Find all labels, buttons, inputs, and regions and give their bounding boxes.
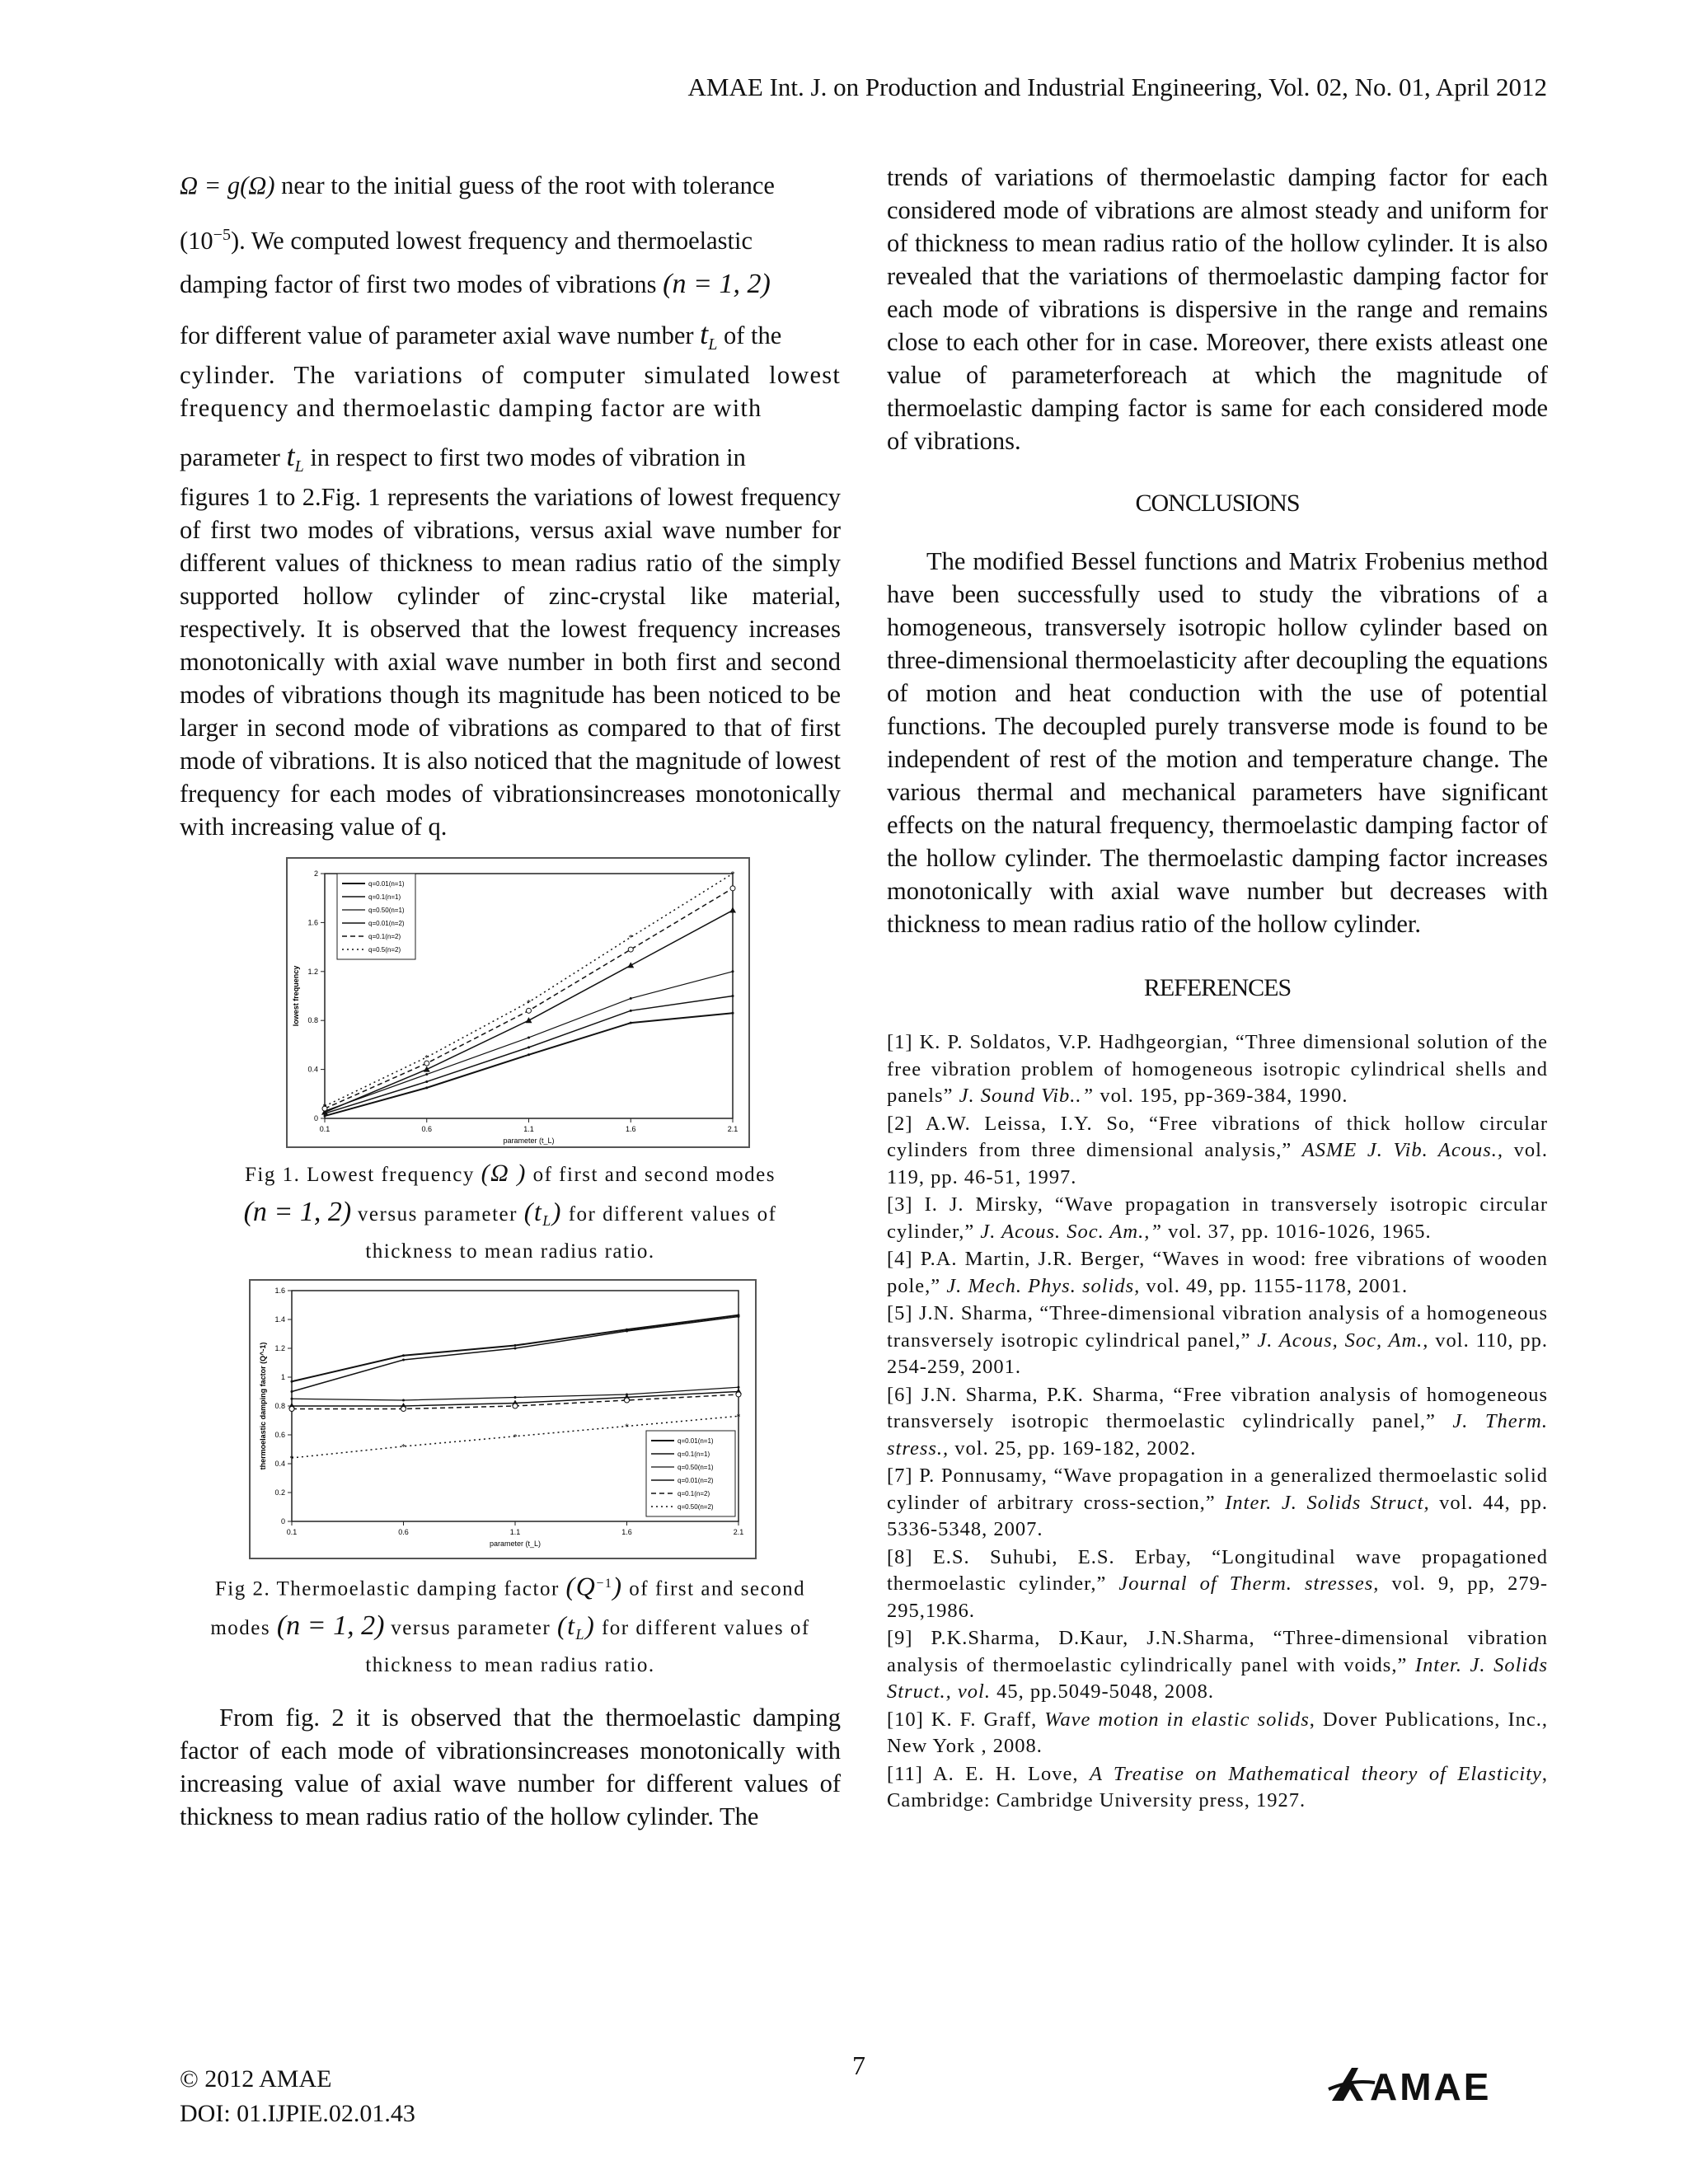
reference-text: [9] P.K.Sharma, D.Kaur, J.N.Sharma, “Three-dimensional vibration analysis of thermoelastic cylindrically panel with voids,” (887, 1627, 1548, 1676)
paragraph: trends of variations of thermoelastic damping factor for each considered mode of vibrations are almost steady and uniform for of thickness to mean radius ratio of the hollow cylinder. It is also revealed that the variations of thermoelastic damping factor for each mode of vibrations is dispersive in the range and remains close to each other for in case. Moreover, there exists atleast one value of parameterforeach at which the magnitude of thermoelastic damping factor is same for each considered mode of vibrations. (887, 163, 1548, 455)
reference-text: [4] P.A. Martin, J.R. Berger, “Waves in wood: free vibrations of wooden pole,” (887, 1248, 1548, 1297)
y-tick-label: 2 (313, 869, 318, 878)
legend-label: q=0.5(n=2) (368, 946, 401, 954)
data-point: * (401, 1443, 406, 1452)
data-point: * (322, 1103, 327, 1113)
reference-text: vol. 25, pp. 169-182, 2002. (949, 1436, 1197, 1460)
modes-expression: (n = 1, 2) (276, 1610, 385, 1642)
reference-text: [10] K. F. Graff, (887, 1708, 1045, 1731)
data-point (291, 1380, 293, 1383)
data-point (732, 1012, 734, 1015)
data-point (732, 970, 734, 972)
data-point (291, 1398, 293, 1400)
text-fragment: damping factor of first two modes of vibrations (180, 270, 657, 298)
caption-text: thickness to mean radius ratio. (365, 1654, 655, 1677)
caption-text: versus parameter (391, 1617, 551, 1640)
reference-text: vol. 49, pp. 1155-1178, 2001. (1140, 1274, 1409, 1297)
y-axis-label: lowest frequency (292, 965, 300, 1027)
page-number: 7 (852, 2050, 865, 2080)
conclusions-paragraph: The modified Bessel functions and Matrix Frobenius method have been successfully used to study the vibrations of a homogeneous, transversely isotropic hollow cylinder based on three-dimensional thermoelasticity after decoupling the equations of motion and heat conduction with the use of potential functions. The decoupled purely transverse mode is found to be independent of rest of the motion and temperature change. The various thermal and mechanical parameters have significant effects on the natural frequency, thermoelastic damping factor of the hollow cylinder. The thermoelastic damping factor increases monotonically with axial wave number but decreases with thickness to mean radius ratio of the hollow cylinder. (887, 547, 1548, 938)
y-tick-label: 1.4 (274, 1315, 285, 1324)
reference-text: [11] A. E. H. Love, (887, 1762, 1090, 1785)
reference-journal: J. Acous, Soc, Am., (1257, 1329, 1429, 1352)
x-tick-label: 2.1 (727, 1125, 738, 1133)
reference-item (887, 1707, 1548, 1760)
y-tick-label: 0 (280, 1517, 285, 1526)
caption-text: of first and second (629, 1577, 806, 1601)
legend-label: q=0.01(n=2) (368, 920, 405, 927)
modes-expression: (n = 1, 2) (243, 1197, 352, 1227)
data-point (401, 1407, 406, 1412)
legend-label: q=0.01(n=1) (678, 1437, 714, 1445)
q-symbol: (Q (565, 1571, 597, 1601)
x-tick-label: 1.1 (523, 1125, 534, 1133)
data-point (424, 1066, 430, 1072)
legend-label: q=0.50(n=1) (678, 1464, 714, 1471)
y-tick-label: 0.4 (274, 1460, 285, 1468)
reference-item (887, 1544, 1548, 1625)
legend-label: q=0.01(n=1) (368, 880, 405, 888)
data-point (513, 1404, 518, 1408)
reference-journal: Journal of Therm. stresses, (1118, 1572, 1380, 1595)
t-symbol: t (286, 439, 295, 472)
paragraph: cylinder. The variations of computer simulated lowest frequency and thermoelastic damping factor are with (180, 361, 841, 422)
data-point (402, 1354, 405, 1357)
reference-text: vol. 44, pp. 5336-5348, 2007. (887, 1491, 1548, 1540)
reference-text: 45, pp.5049-5048, 2008. (990, 1680, 1215, 1703)
legend-label: q=0.1(n=1) (678, 1451, 710, 1458)
reference-text: [3] I. J. Mirsky, “Wave propagation in transversely isotropic circular cylinder,” (887, 1193, 1548, 1243)
caption-text: for different values of (568, 1203, 777, 1226)
reference-item (887, 1463, 1548, 1544)
y-tick-label: 1.2 (274, 1344, 285, 1352)
data-point: * (628, 934, 633, 944)
data-point (729, 907, 736, 913)
caption-text: modes (210, 1617, 271, 1640)
series-line (322, 972, 733, 1113)
data-point: * (730, 870, 735, 879)
reference-text: [7] P. Ponnusamy, “Wave propagation in a generalized thermoelastic solid cylinder of arbitrary cross-section,” (887, 1465, 1548, 1514)
data-point (526, 1017, 532, 1023)
caption-text: Fig 1. Lowest frequency (245, 1164, 475, 1186)
reference-item (887, 1029, 1548, 1110)
y-axis-label: thermoelastic damping factor (Q^-1) (259, 1342, 267, 1470)
data-point (626, 1330, 628, 1333)
data-point: * (625, 1422, 629, 1432)
reference-journal: J. Therm. stress., (887, 1410, 1548, 1460)
modes-line (180, 260, 841, 309)
legend-label: q=0.1(n=2) (368, 933, 401, 940)
data-point (514, 1347, 517, 1350)
reference-text: [2] A.W. Leissa, I.Y. So, “Free vibrations of thick hollow circular cylinders from three dimensional analysis,” (887, 1112, 1548, 1161)
data-point (527, 1008, 532, 1013)
data-point (630, 1010, 632, 1012)
data-point (289, 1407, 294, 1412)
t-symbol: t (700, 317, 709, 350)
parameter-line (180, 431, 841, 480)
reference-item (887, 1625, 1548, 1706)
text-fragment: of the (723, 321, 782, 349)
l-subscript: L (294, 457, 304, 476)
reference-item (887, 1192, 1548, 1245)
data-point (402, 1399, 405, 1402)
caption-text: Fig 2. Thermoelastic damping factor (214, 1577, 560, 1601)
references-list (887, 1029, 1548, 1815)
t-symbol: (t (523, 1197, 543, 1226)
data-point: * (736, 1413, 741, 1422)
x-tick-label: 1.1 (509, 1528, 521, 1536)
paren: ) (585, 1610, 596, 1641)
data-point (528, 1036, 530, 1038)
paragraph: figures 1 to 2.Fig. 1 represents the variations of lowest frequency of first two modes of vibrations, versus axial wave number for different values of thickness to mean radius ratio of the simply supported hollow cylinder of zinc-crystal like material, respectively. It is observed that the lowest frequency increases monotonically with axial wave number in both first and second modes of vibrations though its magnitude has been noticed to be larger in second mode of vibrations as compared to that of first mode of vibrations. It is also noticed that the magnitude of lowest frequency for each modes of vibrationsincreases monotonically with increasing value of q. (180, 483, 841, 841)
figure-2-chart (251, 1281, 755, 1558)
data-point (514, 1396, 517, 1399)
running-header: AMAE Int. J. on Production and Industrial Engineering, Vol. 02, No. 01, April 2012 (687, 73, 1547, 101)
data-point (514, 1344, 517, 1347)
q-exponent: −1 (596, 1577, 613, 1591)
reference-text: [6] J.N. Sharma, P.K. Sharma, “Free vibration analysis of homogeneous transversely isotropic thermoelastic cylindrically panel,” (887, 1383, 1548, 1432)
x-tick-label: 0.1 (319, 1125, 331, 1133)
footer-left (180, 2062, 415, 2131)
y-tick-label: 1.2 (307, 967, 318, 976)
reference-text: [1] K. P. Soldatos, V.P. Hadhgeorgian, “Three dimensional solution of the free vibration problem of homogeneous isotropic cylindrical shells and panels” (887, 1031, 1548, 1107)
reference-journal: Inter. J. Solids Struct, (1225, 1491, 1430, 1514)
reference-text: vol. 195, pp-369-384, 1990. (1094, 1085, 1348, 1107)
amae-logo-icon (1327, 2064, 1550, 2106)
data-point (736, 1392, 741, 1397)
caption-text: for different values of (601, 1617, 810, 1640)
legend-label: q=0.1(n=1) (368, 893, 401, 901)
y-tick-label: 1.6 (274, 1286, 285, 1295)
caption-text: versus parameter (357, 1203, 518, 1226)
data-point (730, 886, 735, 891)
text-fragment: in respect to first two modes of vibration in (310, 443, 746, 471)
equation-line (180, 161, 841, 210)
figure-1-chart (288, 859, 748, 1146)
tolerance-exponent: −5 (213, 226, 231, 244)
left-closing-paragraph (180, 1701, 841, 1833)
data-point: * (513, 1432, 518, 1442)
text-fragment: parameter (180, 443, 280, 471)
data-point: * (527, 998, 531, 1008)
reference-item (887, 1301, 1548, 1381)
copyright: © 2012 AMAE (180, 2065, 332, 2093)
axial-line (180, 309, 841, 359)
data-point (324, 1115, 326, 1118)
reference-item (887, 1761, 1548, 1815)
doi: DOI: 01.IJPIE.02.01.43 (180, 2100, 415, 2127)
x-tick-label: 1.6 (625, 1125, 636, 1133)
reference-text: vol. 9, pp, 279-295,1986. (887, 1572, 1548, 1622)
data-point (425, 1086, 428, 1089)
data-point (732, 995, 734, 997)
x-tick-label: 0.6 (421, 1125, 433, 1133)
data-point (628, 947, 633, 952)
data-point (625, 1398, 630, 1403)
modes-expression: (n = 1, 2) (663, 269, 771, 299)
y-tick-label: 0.8 (307, 1016, 318, 1025)
reference-journal: Inter. J. Solids Struct., vol. (887, 1653, 1548, 1703)
y-tick-label: 0.8 (274, 1402, 285, 1410)
reference-journal: Wave motion in elastic solids (1044, 1708, 1310, 1731)
x-tick-label: 2.1 (733, 1528, 744, 1536)
left-column (180, 161, 841, 843)
y-tick-label: 1.6 (307, 918, 318, 927)
paragraph: From fig. 2 it is observed that the thermoelastic damping factor of each mode of vibrationsincreases monotonically with increasing value of axial wave number for different values of thickness to mean radius ratio of the hollow cylinder. The (180, 1704, 841, 1830)
reference-item (887, 1382, 1548, 1463)
l-subscript: L (575, 1626, 586, 1643)
omega-symbol: (Ω ) (481, 1160, 527, 1187)
y-tick-label: 0.6 (274, 1431, 285, 1439)
right-column (887, 161, 1548, 1816)
reference-journal: J. Acous. Soc. Am.,” (980, 1220, 1162, 1243)
figure-2-caption (180, 1568, 841, 1681)
data-point: * (289, 1455, 294, 1464)
data-point (402, 1359, 405, 1361)
y-tick-label: 0 (313, 1114, 318, 1122)
l-subscript: L (542, 1212, 552, 1229)
tolerance-base: (10 (180, 227, 213, 255)
caption-text: thickness to mean radius ratio. (365, 1240, 655, 1263)
logo-text: AMAE (1370, 2065, 1492, 2106)
reference-text: vol. 37, pp. 1016-1026, 1965. (1161, 1220, 1432, 1243)
text-fragment: for different value of parameter axial wave number (180, 321, 694, 349)
x-tick-label: 0.1 (286, 1528, 298, 1536)
x-axis-label: parameter (t_L) (489, 1540, 542, 1548)
figure-2 (249, 1279, 757, 1559)
reference-journal: A Treatise on Mathematical theory of Elasticity (1089, 1762, 1542, 1785)
reference-text: , Cambridge: Cambridge University press, 1927. (887, 1762, 1549, 1811)
data-point (627, 962, 634, 968)
y-tick-label: 1 (280, 1373, 285, 1381)
figure-1 (286, 857, 750, 1148)
legend-label: q=0.50(n=1) (368, 907, 405, 914)
x-tick-label: 0.6 (398, 1528, 409, 1536)
y-tick-label: 0.2 (274, 1488, 285, 1497)
figure-1-caption (180, 1158, 841, 1268)
t-symbol: (t (557, 1610, 576, 1641)
reference-journal: ASME J. Vib. Acous., (1301, 1139, 1504, 1161)
y-tick-label: 0.4 (307, 1065, 318, 1074)
x-tick-label: 1.6 (621, 1528, 632, 1536)
data-point (528, 1053, 530, 1056)
legend-label: q=0.01(n=2) (678, 1477, 714, 1484)
omega-equation: Ω = g(Ω) (180, 171, 275, 199)
reference-item (887, 1111, 1548, 1192)
amae-logo (1327, 2064, 1550, 2110)
caption-text: of first and second modes (532, 1164, 776, 1186)
data-point: * (424, 1053, 429, 1063)
data-point (291, 1390, 293, 1393)
series-line (292, 1317, 738, 1392)
data-point (738, 1315, 740, 1318)
reference-text: , Dover Publications, Inc., New York , 2008. (887, 1708, 1548, 1757)
reference-text: [5] J.N. Sharma, “Three-dimensional vibration analysis of a homogeneous transversely isotropic cylindrical panel,” (887, 1302, 1548, 1352)
x-axis-label: parameter (t_L) (503, 1137, 555, 1145)
reference-text: vol. 119, pp. 46-51, 1997. (887, 1139, 1549, 1188)
paren: ) (612, 1571, 623, 1601)
paren: ) (551, 1197, 562, 1226)
data-point (630, 1022, 632, 1024)
reference-journal: J. Sound Vib..” (959, 1085, 1095, 1107)
references-heading: REFERENCES (1143, 974, 1292, 1001)
reference-item (887, 1246, 1548, 1300)
legend-label: q=0.1(n=2) (678, 1490, 710, 1497)
data-point (630, 997, 632, 1000)
text-fragment: ). We computed lowest frequency and thermoelastic (230, 227, 753, 255)
legend-label: q=0.50(n=2) (678, 1503, 714, 1511)
text-fragment: near to the initial guess of the root with tolerance (281, 171, 775, 199)
data-point (528, 1046, 530, 1048)
data-point (425, 1073, 428, 1076)
reference-text: [8] E.S. Suhubi, E.S. Erbay, “Longitudinal wave propagationed thermoelastic cylinder,” (887, 1545, 1548, 1595)
reference-text: vol. 110, pp. 254-259, 2001. (887, 1329, 1548, 1378)
tolerance-line (180, 210, 841, 260)
series-line (322, 1013, 733, 1116)
l-subscript: L (708, 335, 718, 354)
data-point (425, 1080, 428, 1083)
data-point (738, 1386, 740, 1389)
reference-journal: J. Mech. Phys. solids, (946, 1274, 1141, 1297)
conclusions-heading: CONCLUSIONS (1135, 490, 1300, 517)
